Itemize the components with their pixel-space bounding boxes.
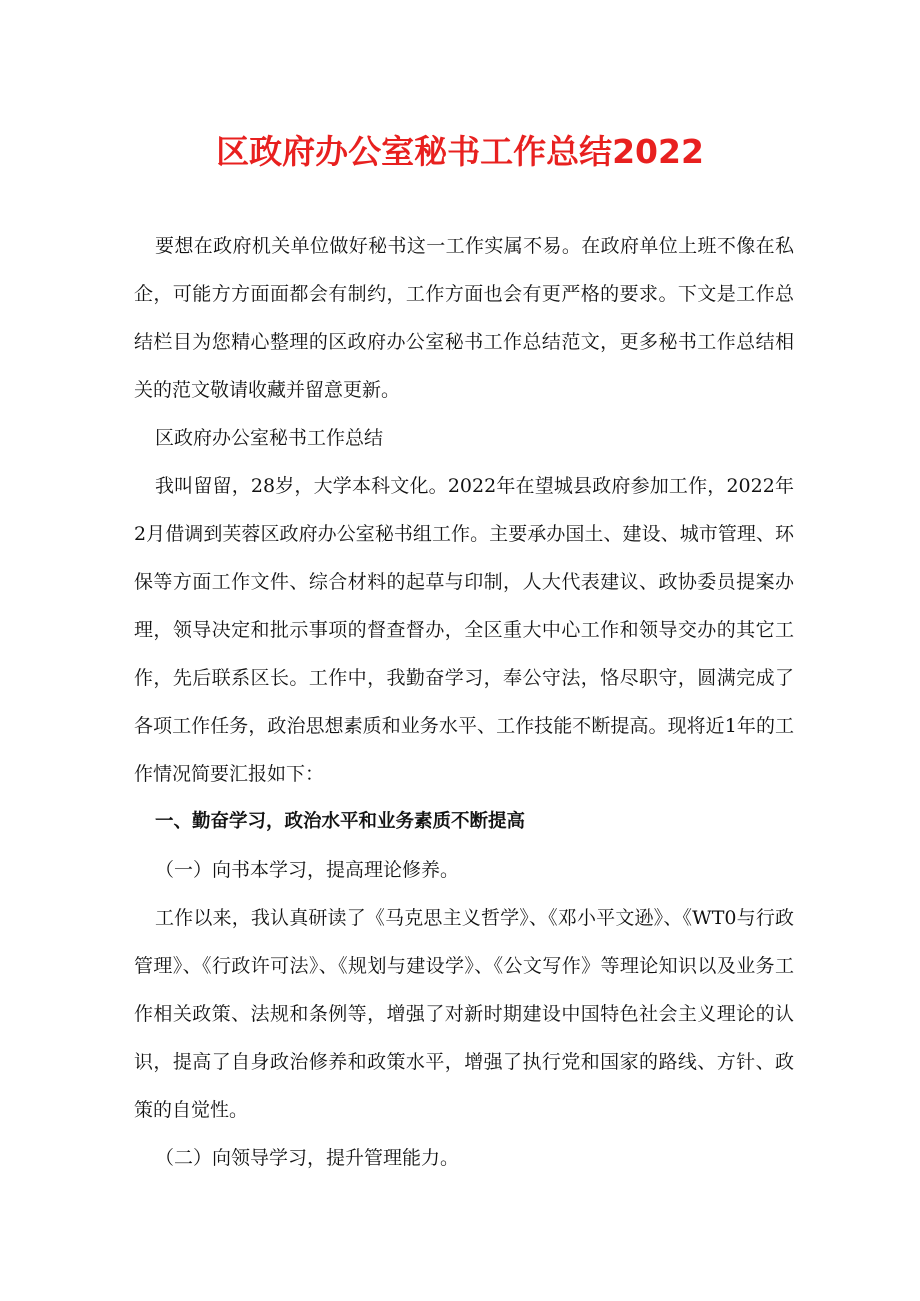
document-body (134, 222, 794, 1182)
self-intro-paragraph: 我叫留留，28岁，大学本科文化。2022年在望城县政府参加工作，2022年2月借调到芙蓉区政府办公室秘书组工作。主要承办国土、建设、城市管理、环保等方面工作文件、综合材料的起草与印制，人大代表建议、政协委员提案办理，领导决定和批示事项的督查督办，全区重大中心工作和领导交办的其它工作，先后联系区长。工作中，我勤奋学习，奉公守法，恪尽职守，圆满完成了各项工作任务，政治思想素质和业务水平、工作技能不断提高。现将近1年的工作情况简要汇报如下： (134, 475, 794, 785)
subsection-heading-1: （一）向书本学习，提高理论修养。 (155, 859, 460, 881)
document-title: 区政府办公室秘书工作总结2022 (216, 132, 704, 171)
study-paragraph: 工作以来，我认真研读了《马克思主义哲学》、《邓小平文逊》、《WT0与行政管理》、《行政许可法》、《规划与建设学》、《公文写作》等理论知识以及业务工作相关政策、法规和条例等，增强了对新时期建设中国特色社会主义理论的认识，提高了自身政治修养和政策水平，增强了执行党和国家的路线、方针、政策的自觉性。 (134, 907, 794, 1121)
subsection-heading-2: （二）向领导学习，提升管理能力。 (155, 1147, 460, 1169)
section-heading-1: 一、勤奋学习，政治水平和业务素质不断提高 (155, 811, 526, 832)
intro-paragraph: 要想在政府机关单位做好秘书这一工作实属不易。在政府单位上班不像在私企，可能方方面面都会有制约，工作方面也会有更严格的要求。下文是工作总结栏目为您精心整理的区政府办公室秘书工作总结范文，更多秘书工作总结相关的范文敬请收藏并留意更新。 (134, 235, 794, 401)
subtitle-paragraph: 区政府办公室秘书工作总结 (155, 427, 384, 449)
